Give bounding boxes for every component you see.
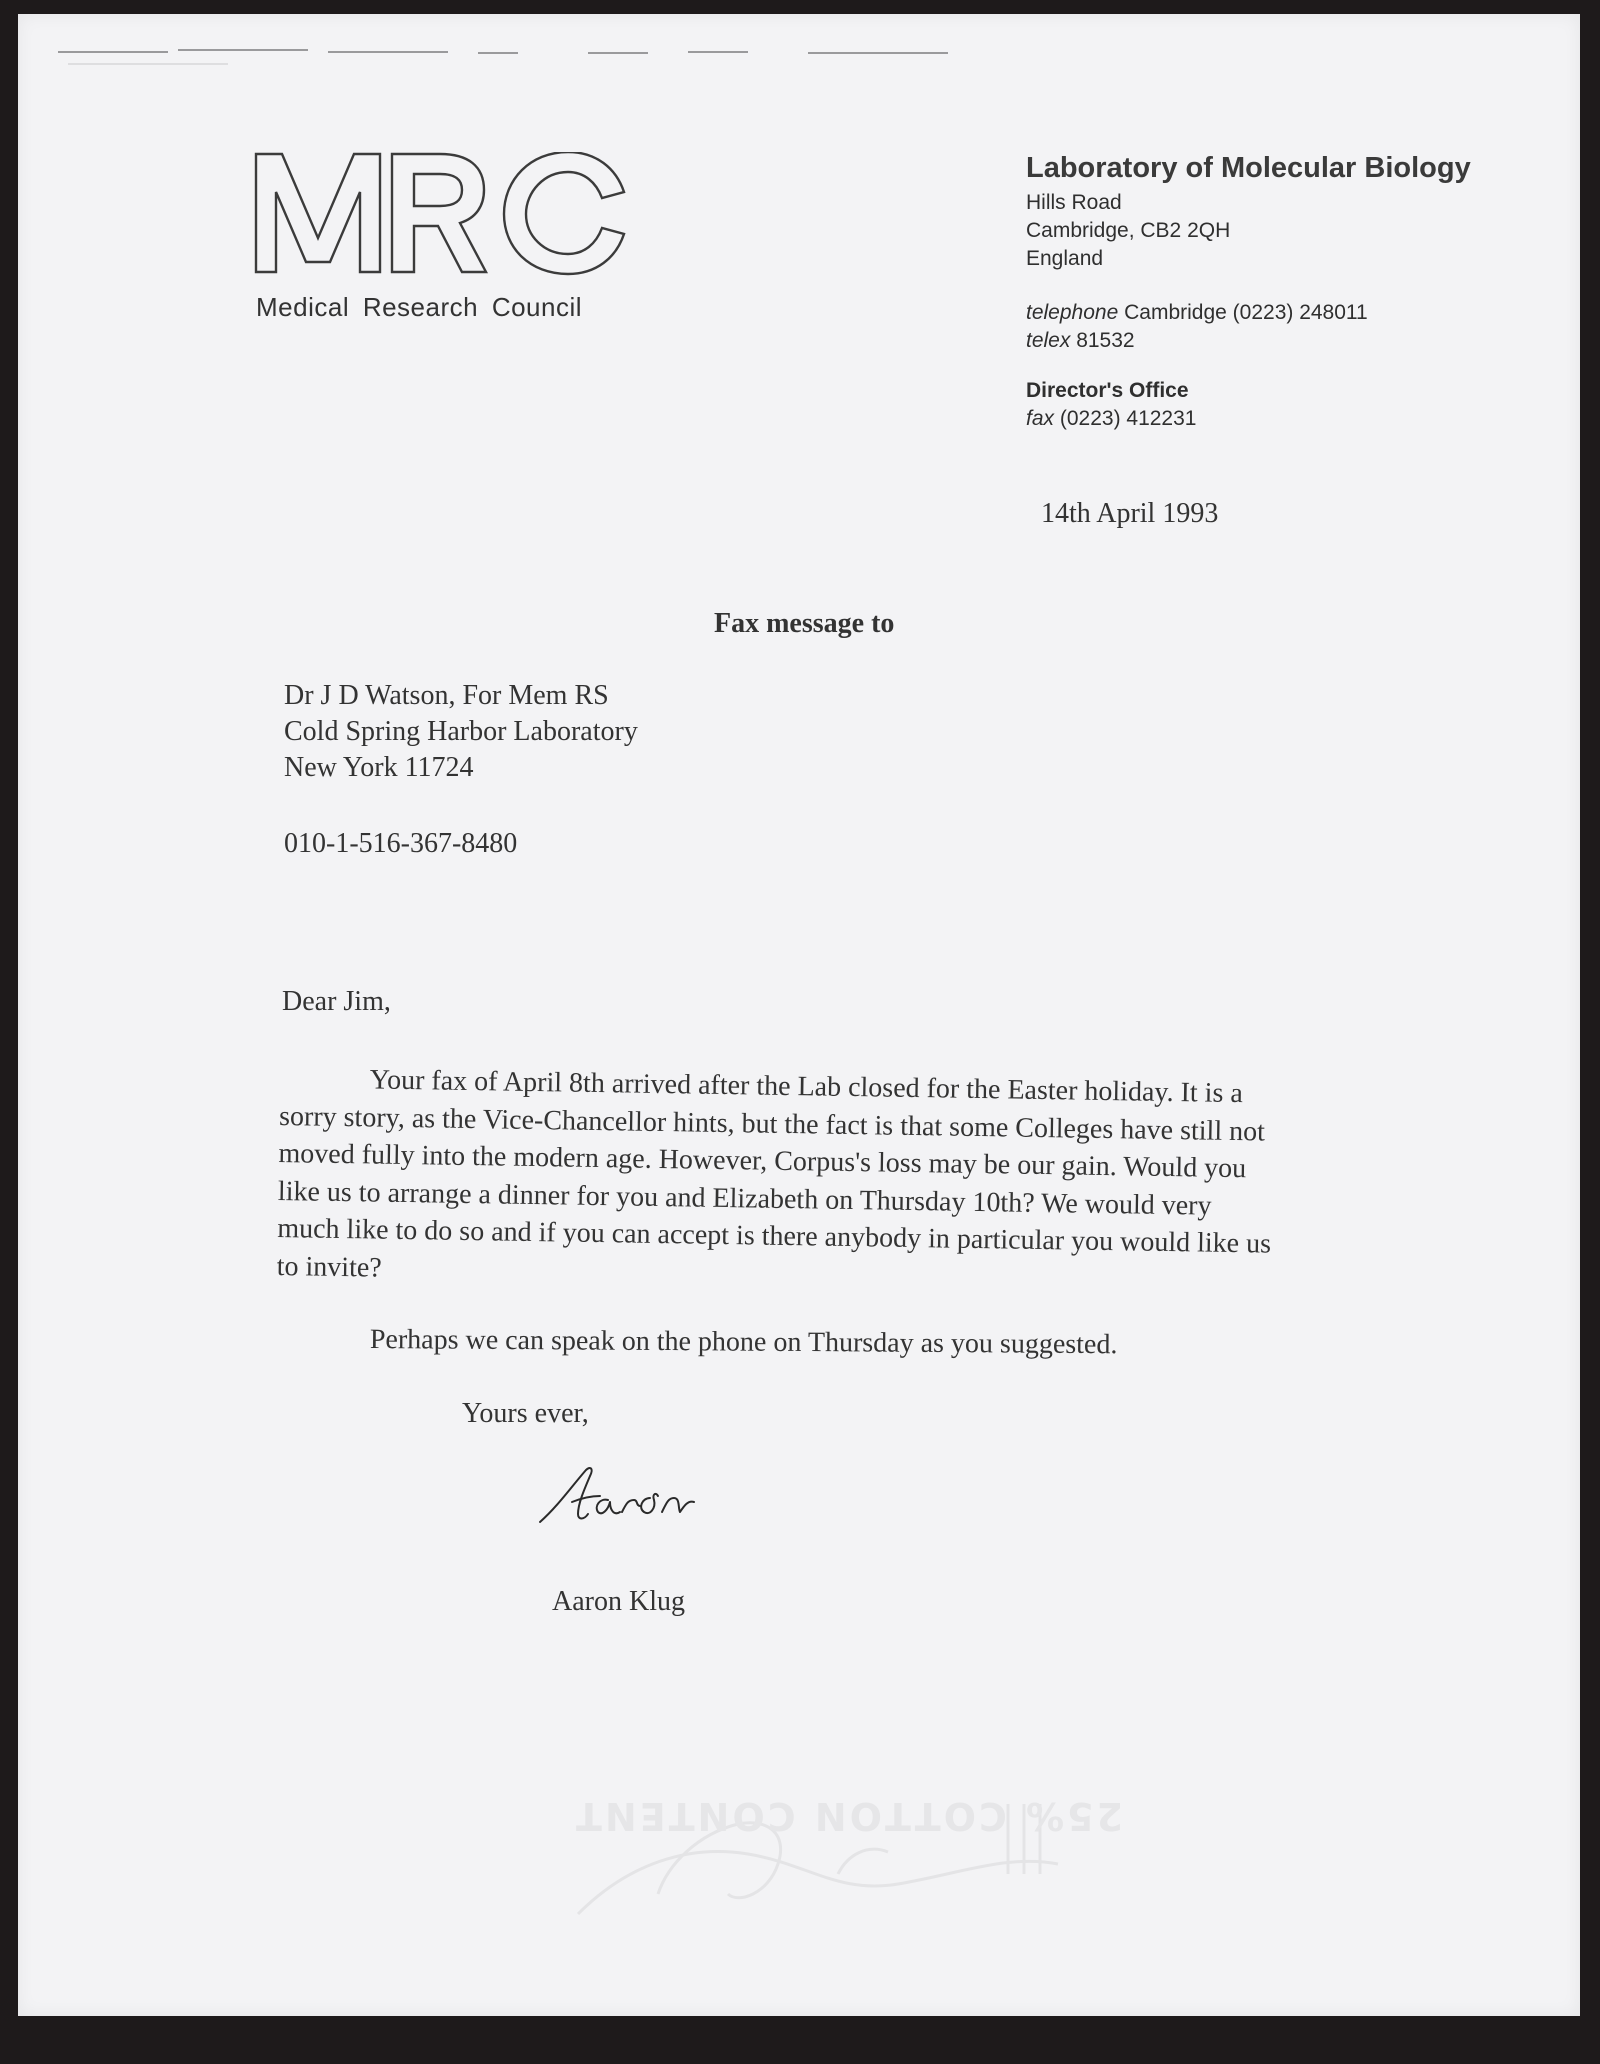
paper-watermark [538, 1744, 1098, 1944]
address-line: Hills Road [1026, 191, 1122, 214]
body-line: Your fax of April 8th arrived after the Lab closed for the Easter holiday. It is a [369, 1064, 1244, 1110]
letter-date: 14th April 1993 [1041, 498, 1219, 529]
address-line: England [1026, 247, 1104, 270]
fax-label: fax [1026, 407, 1055, 430]
signoff: Yours ever, [462, 1398, 589, 1429]
telephone-line [1026, 299, 1546, 327]
recipient-line: Cold Spring Harbor Laboratory [284, 716, 638, 747]
body-line: to invite? [276, 1250, 382, 1284]
fax-heading: Fax message to [714, 608, 895, 639]
fax-line [1026, 405, 1546, 433]
telephone-label: telephone [1026, 301, 1119, 324]
body-line: much like to do so and if you can accept is there anybody in particular you would like us [277, 1212, 1272, 1260]
lab-name: Laboratory of Molecular Biology [1026, 152, 1471, 184]
recipient-block [284, 678, 984, 786]
handwritten-signature [538, 1462, 738, 1532]
recipient-line: Dr J D Watson, For Mem RS [284, 680, 609, 711]
telex-label: telex [1026, 329, 1071, 352]
recipient-phone: 010-1-516-367-8480 [284, 828, 518, 859]
telex-value: 81532 [1076, 329, 1135, 352]
lab-address-block [1026, 152, 1546, 433]
logo-subtitle: Medical Research Council [256, 292, 583, 322]
body-line: like us to arrange a dinner for you and Elizabeth on Thursday 10th? We would very [277, 1175, 1212, 1222]
fax-value: (0223) 412231 [1059, 407, 1197, 430]
salutation: Dear Jim, [282, 986, 391, 1017]
telephone-value: Cambridge (0223) 248011 [1124, 301, 1368, 324]
sender-name: Aaron Klug [552, 1586, 685, 1617]
closing-paragraph: Perhaps we can speak on the phone on Thursday as you suggested. [369, 1324, 1118, 1361]
letter-sheet [18, 14, 1580, 2016]
letter-body [276, 1060, 1364, 1302]
office-title: Director's Office [1026, 379, 1189, 402]
recipient-line: New York 11724 [284, 752, 474, 783]
fax-header-noise [48, 44, 988, 74]
telex-line [1026, 327, 1546, 355]
address-line: Cambridge, CB2 2QH [1026, 219, 1231, 242]
body-line: moved fully into the modern age. However, Corpus's loss may be our gain. Would you [278, 1137, 1247, 1185]
watermark-text: 25% COTTON CONTENT [573, 1794, 1124, 1838]
body-line: sorry story, as the Vice-Chancellor hints, but the fact is that some Colleges have still not [278, 1100, 1266, 1147]
